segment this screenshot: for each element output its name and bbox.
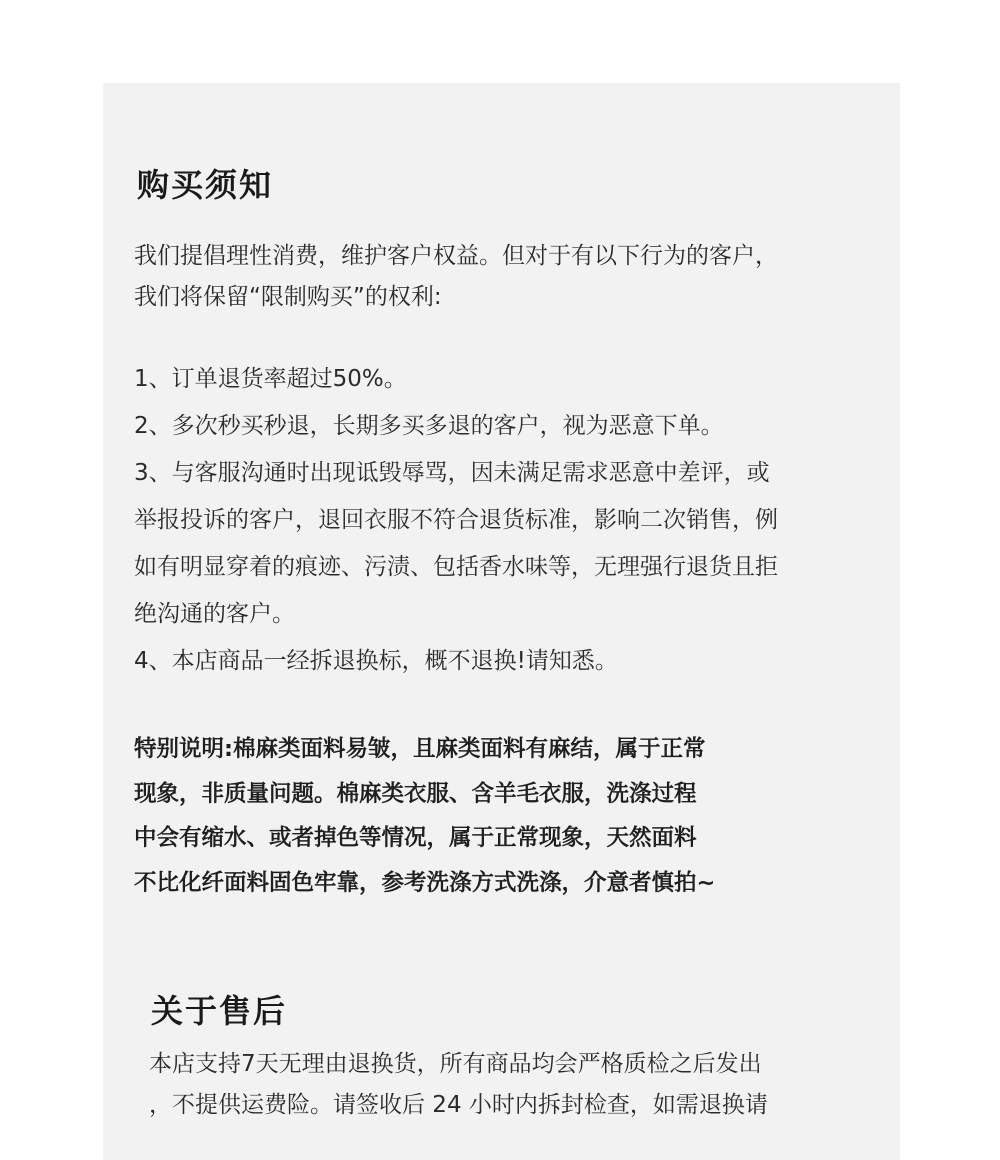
special-line: 中会有缩水、或者掉色等情况，属于正常现象，天然面料 [134,825,697,851]
special-line: 特别说明:棉麻类面料易皱，且麻类面料有麻结，属于正常 [134,736,706,762]
rule-line: 2、多次秒买秒退，长期多买多退的客户，视为恶意下单。 [134,413,724,439]
after-sales-title: 关于售后 [151,992,288,1030]
notice-rules [134,356,874,685]
after-sales-body [149,1044,768,1126]
rule-line: 1、订单退货率超过50%。 [134,366,407,392]
after-sales-line: 本店支持7天无理由退换货，所有商品均会严格质检之后发出 [149,1051,762,1077]
rule-line: 3、与客服沟通时出现诋毁辱骂，因未满足需求恶意中差评，或 [134,460,770,486]
rule-line: 如有明显穿着的痕迹、污渍、包括香水味等，无理强行退货且拒 [134,554,778,580]
notice-intro [134,236,778,318]
intro-line: 我们提倡理性消费，维护客户权益。但对于有以下行为的客户， [134,243,778,269]
special-note [134,727,715,905]
rule-line: 举报投诉的客户，退回衣服不符合退货标准，影响二次销售，例 [134,507,778,533]
after-sales-line: ，不提供运费险。请签收后 24 小时内拆封检查，如需退换请 [149,1092,768,1118]
rule-line: 绝沟通的客户。 [134,601,295,627]
intro-line: 我们将保留“限制购买”的权利: [134,284,442,310]
special-line: 不比化纤面料固色牢靠，参考洗涤方式洗涤，介意者慎拍~ [134,869,716,896]
rule-line: 4、本店商品一经拆退换标，概不退换!请知悉。 [134,648,618,674]
notice-title: 购买须知 [137,166,274,204]
special-line: 现象，非质量问题。棉麻类衣服、含羊毛衣服，洗涤过程 [134,780,697,807]
